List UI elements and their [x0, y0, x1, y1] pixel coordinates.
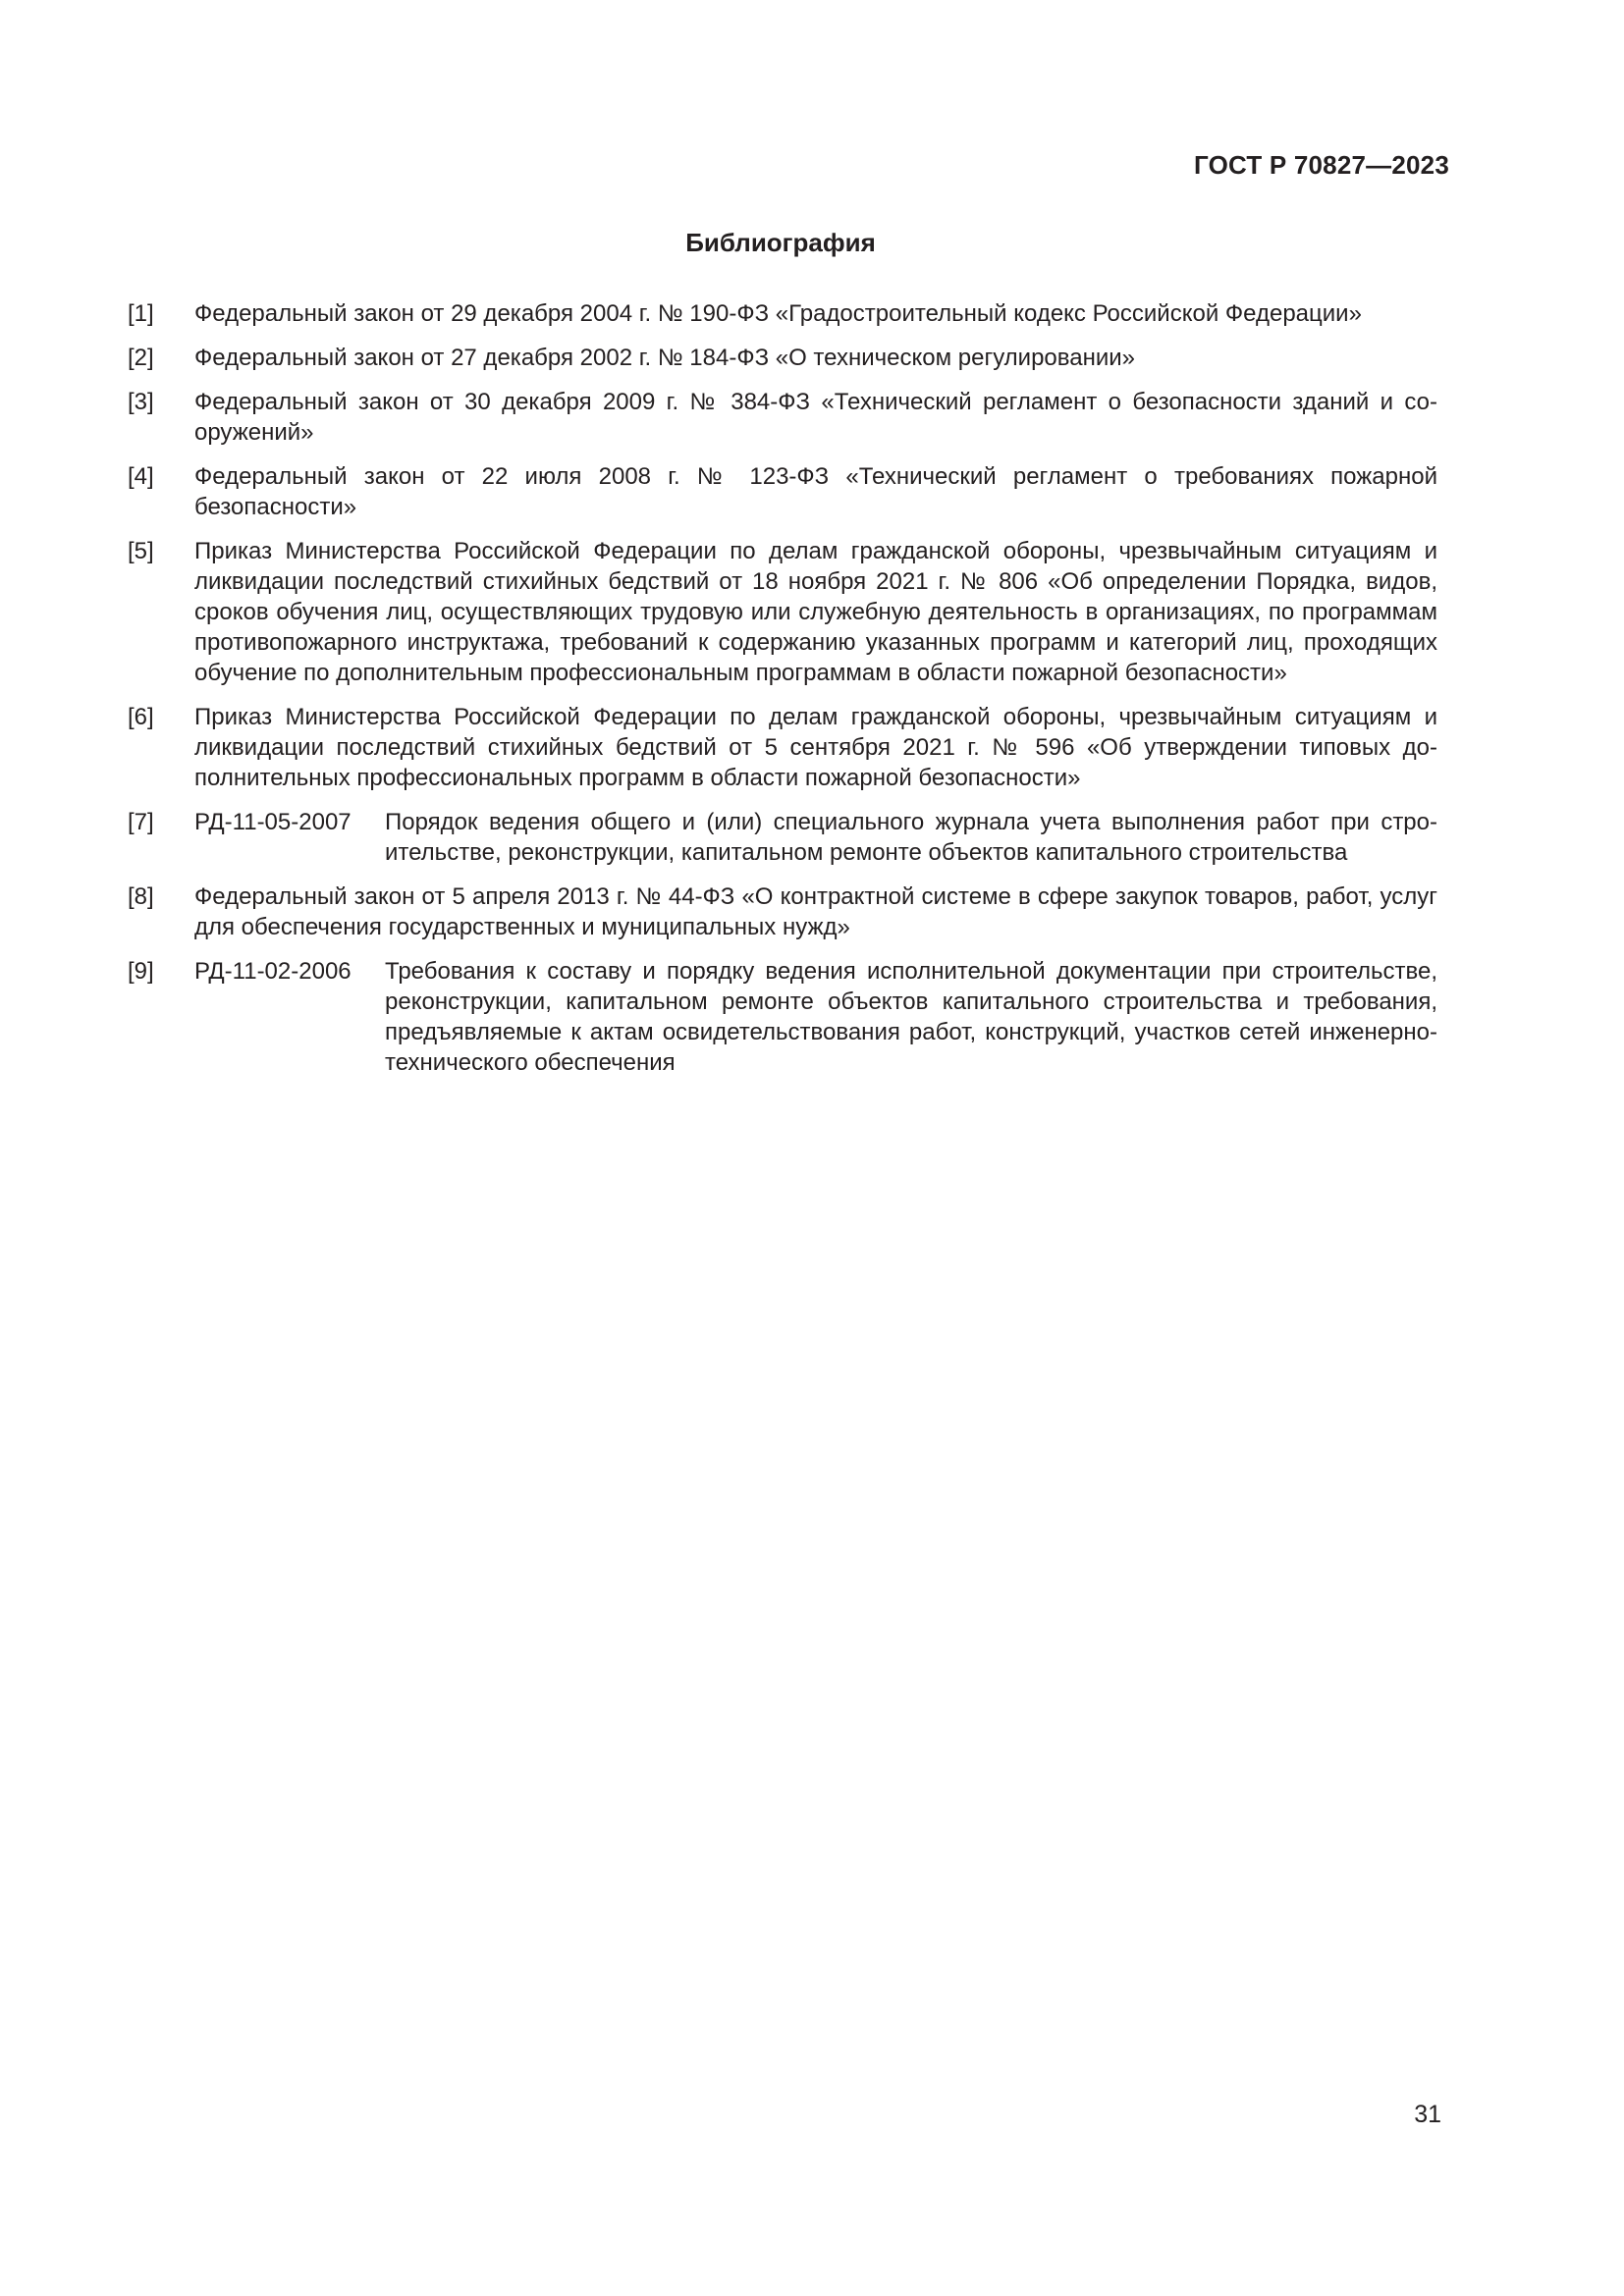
entry-code: РД-11-05-2007	[194, 809, 352, 835]
entry-number: [7]	[128, 809, 154, 835]
entry-text: Федеральный закон от 27 декабря 2002 г. № 184-ФЗ «О техническом регулировании»	[194, 345, 1136, 371]
entry-text: Федеральный закон от 5 апреля 2013 г. № 44-ФЗ «О контрактной системе в сфере закупок товаров, работ, услуг для обеспечения государственных и муниципальных нужд»	[194, 883, 1437, 940]
document-code: ГОСТ Р 70827—2023	[1194, 150, 1449, 180]
entry-text: Федеральный закон от 30 декабря 2009 г. № 384-ФЗ «Технический регламент о безопасности зданий и сооружений»	[194, 389, 1437, 446]
entry-code: РД-11-02-2006	[194, 958, 352, 985]
page-number: 31	[1414, 2101, 1441, 2128]
section-title: Библиография	[685, 228, 876, 257]
entry-text: Федеральный закон от 29 декабря 2004 г. № 190-ФЗ «Градостроительный кодекс Российской Федерации»	[194, 300, 1362, 327]
entry-number: [1]	[128, 300, 154, 327]
entry-number: [3]	[128, 389, 154, 415]
entry-number: [2]	[128, 345, 154, 371]
bibliography-entry	[128, 343, 1437, 373]
entry-number: [9]	[128, 958, 154, 985]
entry-text: Требования к составу и порядку ведения исполнительной документации при строительстве, реконструкции, капитальном ремонте объектов капитального строительства и требования, предъявляемые к актам освидетельствования работ, конструкций, участков сетей инженерно-технического обеспечения	[385, 958, 1437, 1076]
entry-number: [6]	[128, 704, 154, 730]
bibliography-entry	[128, 298, 1437, 329]
entry-number: [4]	[128, 463, 154, 490]
bibliography-entry	[128, 387, 1437, 448]
entry-text: Федеральный закон от 22 июля 2008 г. № 123-ФЗ «Технический регламент о требованиях пожарной безопасности»	[194, 463, 1437, 520]
bibliography-entry	[128, 807, 1437, 868]
bibliography-list	[128, 298, 1437, 1092]
bibliography-entry	[128, 461, 1437, 522]
entry-text: Порядок ведения общего и (или) специального журнала учета выполнения работ при строительстве, реконструкции, капитальном ремонте объектов капитального строительства	[385, 809, 1437, 866]
entry-text: Приказ Министерства Российской Федерации по делам гражданской обороны, чрезвычайным ситуациям и ликвидации последствий стихийных бедствий от 5 сентября 2021 г. № 596 «Об утверждении типовых дополнительных профессиональных программ в области пожарной безопасности»	[194, 704, 1437, 791]
entry-text: Приказ Министерства Российской Федерации по делам гражданской обороны, чрезвычайным ситуациям и ликвидации последствий стихийных бедствий от 18 ноября 2021 г. № 806 «Об определении Порядка, видов, сроков обучения лиц, осуществляющих трудовую или служебную деятельность в организациях, по программам противопожарного инструктажа, требований к содержанию указанных программ и категорий лиц, проходящих обучение по дополнительным профессиональным программам в области пожарной безопасности»	[194, 538, 1437, 686]
entry-number: [8]	[128, 883, 154, 910]
bibliography-entry	[128, 881, 1437, 942]
bibliography-entry	[128, 536, 1437, 688]
bibliography-entry	[128, 956, 1437, 1078]
bibliography-entry	[128, 702, 1437, 793]
entry-number: [5]	[128, 538, 154, 564]
